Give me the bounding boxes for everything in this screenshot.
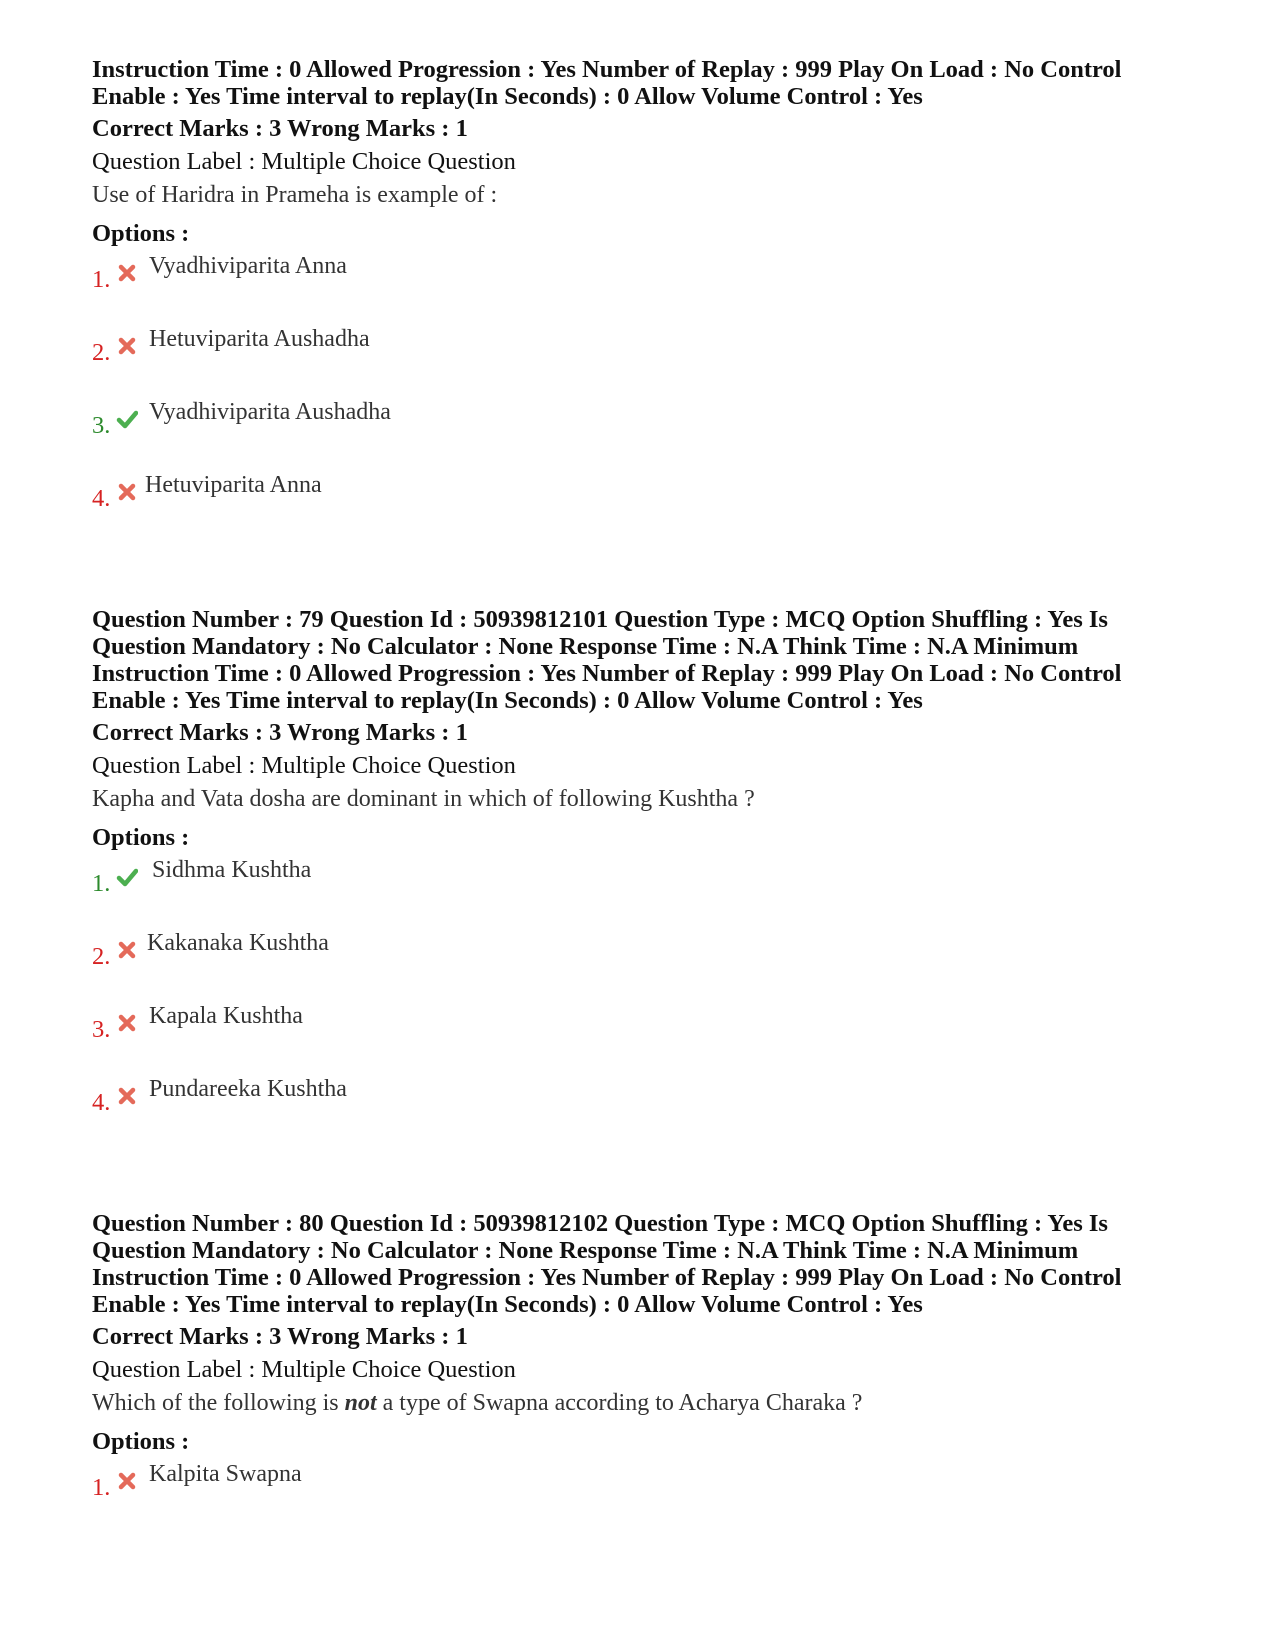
- option-item: [92, 1002, 1202, 1075]
- option-item: [92, 856, 1202, 929]
- marks-line: Correct Marks : 3 Wrong Marks : 1: [92, 115, 468, 142]
- question-label: Question Label : Multiple Choice Question: [92, 148, 516, 175]
- question-meta-line: Instruction Time : 0 Allowed Progression : Yes Number of Replay : 999 Play On Load : No Control: [92, 1264, 1122, 1291]
- question-label: Question Label : Multiple Choice Question: [92, 1356, 516, 1383]
- option-number: 2.: [92, 943, 111, 970]
- option-text: Kalpita Swapna: [149, 1461, 302, 1487]
- marks-line: Correct Marks : 3 Wrong Marks : 1: [92, 719, 468, 746]
- question-block: [92, 606, 1202, 1148]
- option-text: Vyadhiviparita Aushadha: [149, 399, 391, 425]
- cross-icon: [116, 1470, 138, 1492]
- option-number: 1.: [92, 870, 111, 897]
- option-number: 4.: [92, 1089, 111, 1116]
- question-meta-line: Enable : Yes Time interval to replay(In Seconds) : 0 Allow Volume Control : Yes: [92, 1291, 923, 1318]
- cross-icon: [116, 1085, 138, 1107]
- question-meta-line: Question Mandatory : No Calculator : None Response Time : N.A Think Time : N.A Minimum: [92, 1237, 1079, 1264]
- question-block: [92, 1210, 1202, 1533]
- question-meta-line: Enable : Yes Time interval to replay(In Seconds) : 0 Allow Volume Control : Yes: [92, 687, 923, 714]
- option-text: Sidhma Kushtha: [152, 857, 312, 883]
- cross-icon: [116, 1012, 138, 1034]
- option-text: Hetuviparita Aushadha: [149, 326, 370, 352]
- option-number: 1.: [92, 266, 111, 293]
- question-text: Kapha and Vata dosha are dominant in which of following Kushtha ?: [92, 786, 755, 812]
- check-icon: [116, 866, 138, 888]
- question-meta-line: Question Number : 80 Question Id : 50939812102 Question Type : MCQ Option Shuffling : Yes Is: [92, 1210, 1108, 1237]
- option-number: 3.: [92, 412, 111, 439]
- question-paper-page: [92, 56, 1202, 1533]
- option-item: [92, 471, 1202, 544]
- options-title: Options :: [92, 1428, 190, 1455]
- option-item: [92, 325, 1202, 398]
- question-text-emphasis: not: [344, 1390, 377, 1416]
- question-meta-line: Question Number : 79 Question Id : 50939812101 Question Type : MCQ Option Shuffling : Yes Is: [92, 606, 1108, 633]
- option-number: 2.: [92, 339, 111, 366]
- option-number: 1.: [92, 1474, 111, 1501]
- check-icon: [116, 408, 138, 430]
- question-meta-line: Instruction Time : 0 Allowed Progression : Yes Number of Replay : 999 Play On Load : No Control: [92, 56, 1122, 83]
- question-text: [92, 1389, 1202, 1417]
- option-item: [92, 398, 1202, 471]
- option-text: Hetuviparita Anna: [145, 472, 322, 498]
- option-text: Pundareeka Kushtha: [149, 1076, 347, 1102]
- cross-icon: [116, 481, 138, 503]
- option-number: 3.: [92, 1016, 111, 1043]
- question-text-after: a type of Swapna according to Acharya Charaka ?: [376, 1390, 863, 1416]
- question-block: [92, 56, 1202, 544]
- option-text: Vyadhiviparita Anna: [149, 253, 347, 279]
- question-meta-line: Enable : Yes Time interval to replay(In Seconds) : 0 Allow Volume Control : Yes: [92, 83, 923, 110]
- option-number: 4.: [92, 485, 111, 512]
- option-item: [92, 929, 1202, 1002]
- question-text: Use of Haridra in Prameha is example of :: [92, 182, 498, 208]
- options-title: Options :: [92, 220, 190, 247]
- cross-icon: [116, 262, 138, 284]
- option-text: Kapala Kushtha: [149, 1003, 303, 1029]
- question-label: Question Label : Multiple Choice Question: [92, 752, 516, 779]
- option-text: Kakanaka Kushtha: [147, 930, 329, 956]
- option-item: [92, 1460, 1202, 1533]
- options-title: Options :: [92, 824, 190, 851]
- cross-icon: [116, 335, 138, 357]
- option-item: [92, 1075, 1202, 1148]
- marks-line: Correct Marks : 3 Wrong Marks : 1: [92, 1323, 468, 1350]
- option-item: [92, 252, 1202, 325]
- question-meta-line: Instruction Time : 0 Allowed Progression : Yes Number of Replay : 999 Play On Load : No Control: [92, 660, 1122, 687]
- question-text-before: Which of the following is: [92, 1390, 345, 1416]
- cross-icon: [116, 939, 138, 961]
- question-meta-line: Question Mandatory : No Calculator : None Response Time : N.A Think Time : N.A Minimum: [92, 633, 1079, 660]
